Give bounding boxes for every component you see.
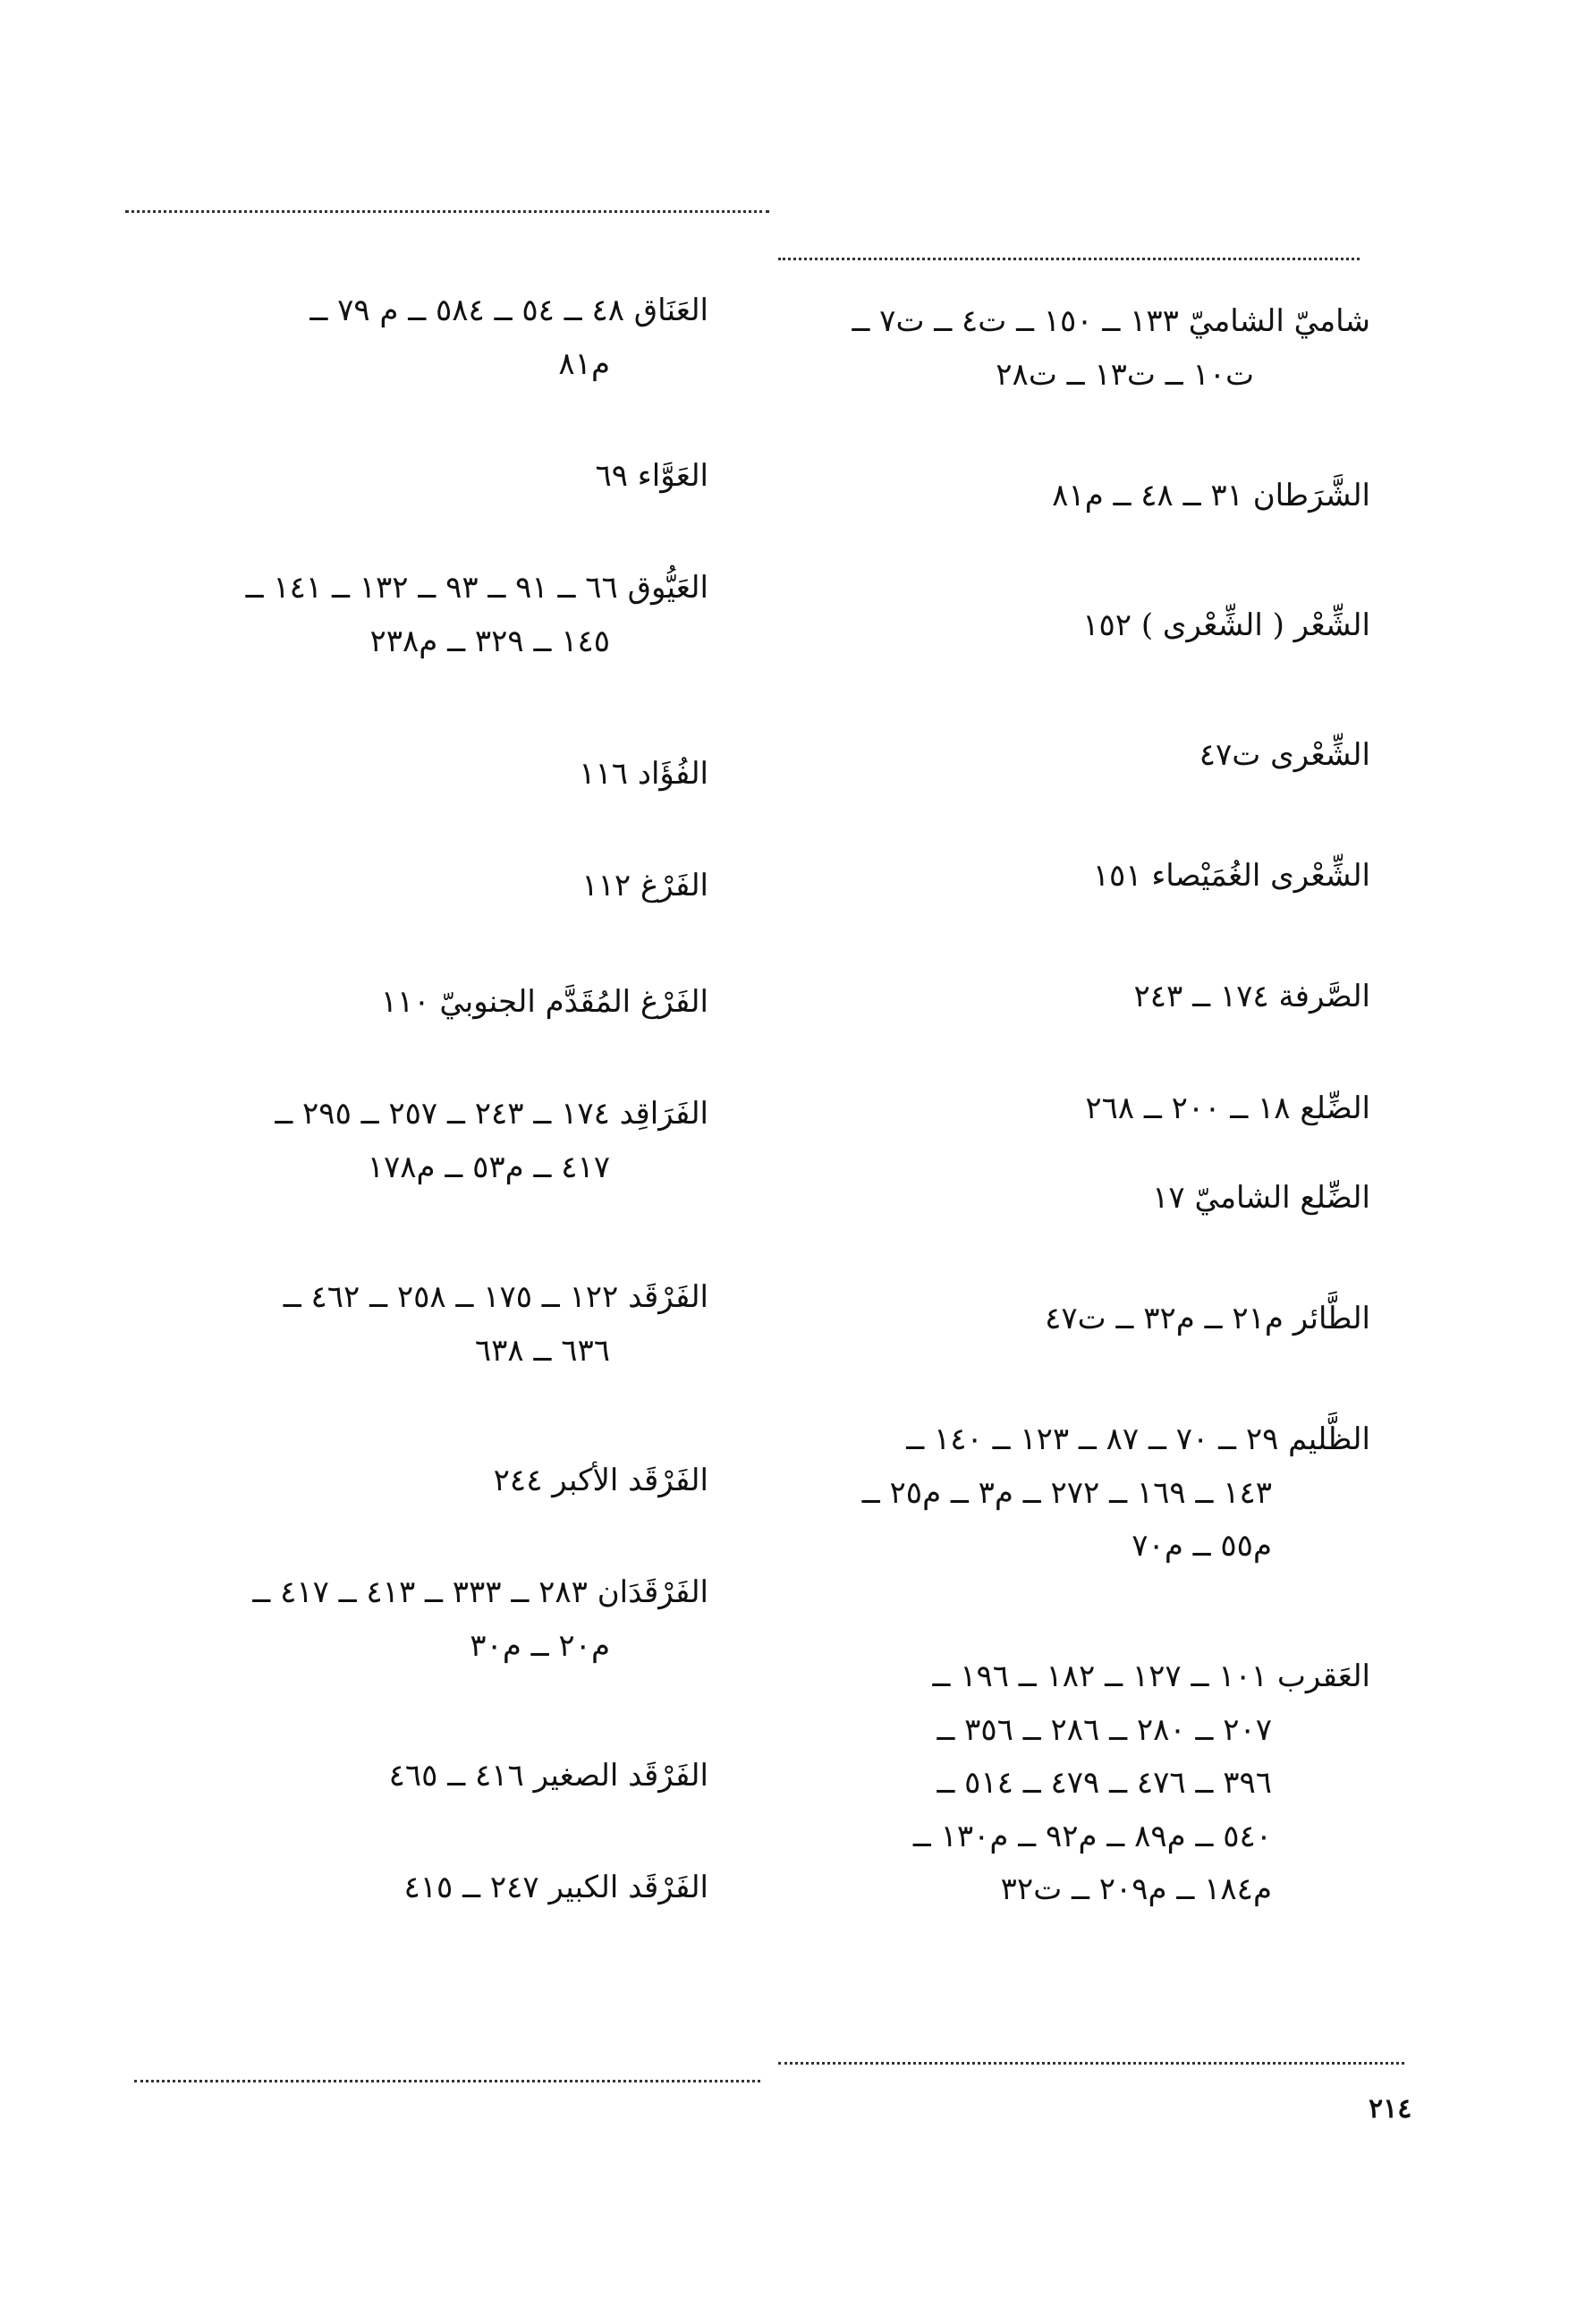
entry-line: الفُؤَاد ١١٦	[579, 756, 708, 792]
entry-line: الظَّليم ٢٩ ــ ٧٠ ــ ٨٧ ــ ١٢٣ ــ ١٤٠ ــ	[906, 1421, 1370, 1457]
entry-line: الفَرْقَد الصغير ٤١٦ ــ ٤٦٥	[388, 1758, 708, 1794]
index-entry	[1045, 1293, 1370, 1346]
entry-line: ٥٤٠ ــ م٨٩ ــ م٩٢ ــ م١٣٠ ــ	[912, 1818, 1272, 1854]
entry-line: م١٨٤ ــ م٢٠٩ ــ ت٣٢	[1000, 1871, 1272, 1907]
index-entry	[1082, 599, 1370, 653]
entry-line: الصَّرفة ١٧٤ ــ ٢٤٣	[1133, 979, 1370, 1014]
entry-line: ١٤٣ ــ ١٦٩ ــ ٢٧٢ ــ م٣ ــ م٢٥ ــ	[861, 1474, 1272, 1511]
entry-line: العَقرب ١٠١ ــ ١٢٧ ــ ١٨٢ ــ ١٩٦ ــ	[932, 1658, 1370, 1694]
entry-line: الضِّلع الشاميّ ١٧	[1152, 1180, 1370, 1216]
index-entry	[381, 976, 708, 1030]
index-entry	[275, 1088, 708, 1194]
entry-line: الفَرْقَد الكبير ٢٤٧ ــ ٤١٥	[403, 1870, 708, 1905]
entry-line: العَوَّاء ٦٩	[595, 458, 708, 494]
index-entry	[862, 1413, 1370, 1573]
entry-line: الفَرْغ المُقَدَّم الجنوبيّ ١١٠	[380, 984, 708, 1020]
index-entry	[494, 1455, 708, 1508]
entry-line: الشِّعْر ( الشِّعْرى ) ١٥٢	[1082, 607, 1370, 643]
index-entry	[246, 562, 708, 668]
entry-line: الطَّائر م٢١ ــ م٣٢ ــ ت٤٧	[1045, 1301, 1370, 1336]
page-number: ٢١٤	[1369, 2093, 1412, 2125]
entry-line: م٨١	[558, 345, 610, 382]
index-entry	[1093, 850, 1370, 903]
top-rule-left	[125, 210, 769, 213]
index-entry	[595, 450, 708, 504]
index-entry	[1199, 729, 1370, 783]
entry-line: شاميّ الشاميّ ١٣٣ ــ ١٥٠ ــ ت٤ ــ ت٧ ــ	[852, 303, 1370, 339]
index-entry	[581, 860, 708, 913]
bottom-rule-right	[778, 2062, 1404, 2065]
index-entry	[1134, 971, 1370, 1024]
index-entry	[1085, 1082, 1370, 1136]
index-entry	[579, 748, 708, 802]
index-entry	[389, 1750, 708, 1803]
entry-line: العَنَاق ٤٨ ــ ٥٤ ــ ٥٨٤ ــ م ٧٩ ــ	[309, 293, 708, 328]
entry-line: الفَرْقَدَان ٢٨٣ ــ ٣٣٣ ــ ٤١٣ ــ ٤١٧ ــ	[252, 1574, 708, 1610]
entry-line: الفَرْقَد الأكبر ٢٤٤	[493, 1463, 708, 1498]
entry-line: ت١٠ ــ ت١٣ ــ ت٢٨	[996, 356, 1254, 393]
index-entry	[252, 1566, 708, 1673]
entry-line: الفَرْقَد ١٢٢ ــ ١٧٥ ــ ٢٥٨ ــ ٤٦٢ ــ	[283, 1279, 708, 1315]
entry-line: ٢٠٧ ــ ٢٨٠ ــ ٢٨٦ ــ ٣٥٦ ــ	[937, 1711, 1272, 1748]
entry-line: الشِّعْرى الغُمَيْصاء ١٥١	[1092, 858, 1370, 894]
top-rule-right	[778, 258, 1360, 260]
entry-line: الضِّلع ١٨ ــ ٢٠٠ ــ ٢٦٨	[1085, 1090, 1370, 1126]
index-entry	[309, 284, 708, 391]
entry-line: الشِّعْرى ت٤٧	[1199, 737, 1370, 773]
index-entry	[852, 295, 1370, 402]
entry-line: الفَرَاقِد ١٧٤ ــ ٢٤٣ ــ ٢٥٧ ــ ٢٩٥ ــ	[275, 1096, 708, 1132]
entry-line: م٥٥ ــ م٧٠	[1132, 1528, 1272, 1564]
entry-line: ٤١٧ ــ م٥٣ ــ م١٧٨	[367, 1149, 610, 1185]
entry-line: م٢٠ ــ م٣٠	[470, 1627, 610, 1664]
entry-line: الفَرْغ ١١٢	[581, 868, 708, 903]
index-entry	[404, 1862, 708, 1915]
entry-line: ٣٩٦ ــ ٤٧٦ ــ ٤٧٩ ــ ٥١٤ ــ	[937, 1765, 1272, 1801]
entry-line: ٦٣٦ ــ ٦٣٨	[474, 1332, 610, 1369]
bottom-rule-left	[134, 2080, 760, 2082]
index-entry	[1152, 1172, 1370, 1226]
index-entry	[284, 1271, 708, 1378]
entry-line: ١٤٥ ــ ٣٢٩ ــ م٢٣٨	[369, 623, 610, 659]
entry-line: الشَّرَطان ٣١ ــ ٤٨ ــ م٨١	[1052, 478, 1370, 513]
index-entry	[1052, 470, 1370, 523]
entry-line: العَيُّوق ٦٦ ــ ٩١ ــ ٩٣ ــ ١٣٢ ــ ١٤١ ــ	[245, 570, 708, 606]
index-entry	[913, 1650, 1370, 1917]
